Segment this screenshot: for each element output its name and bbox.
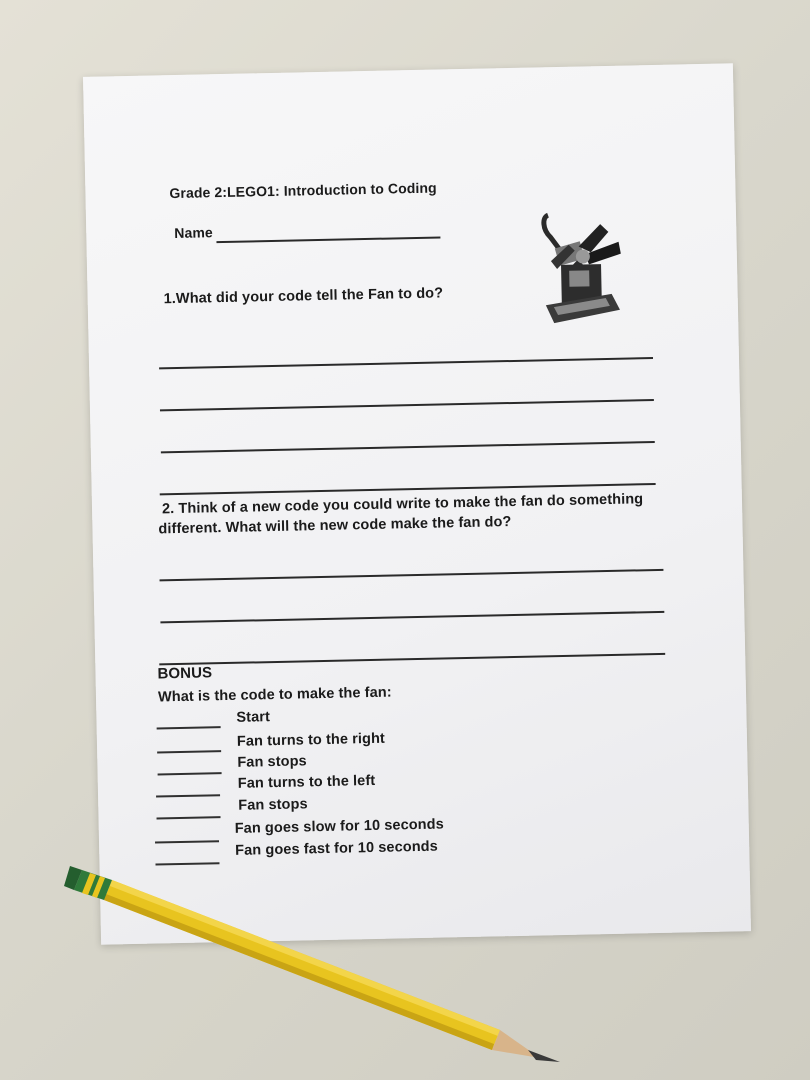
bonus-blank-4: [156, 794, 220, 797]
bonus-item-3: Fan stops: [237, 753, 307, 771]
q1-answer-line-1: [159, 357, 653, 369]
bonus-blank-2: [157, 750, 221, 753]
bonus-blank-3: [158, 772, 222, 775]
worksheet-title: Grade 2:LEGO1: Introduction to Coding: [169, 179, 437, 202]
name-label: Name: [174, 224, 213, 242]
bonus-item-4: Fan turns to the left: [237, 772, 376, 792]
bonus-item-7: Fan goes fast for 10 seconds: [235, 838, 438, 859]
q2-answer-line-1: [160, 569, 664, 582]
q1-answer-line-2: [160, 399, 654, 411]
bonus-heading: BONUS: [157, 664, 213, 683]
q2-answer-line-3: [159, 653, 665, 666]
bonus-item-5: Fan stops: [238, 796, 308, 814]
bonus-blank-5: [157, 816, 221, 819]
question-2-line-1: 2. Think of a new code you could write to make the fan do something: [161, 491, 644, 518]
worksheet-paper: [83, 63, 751, 944]
question-2-line-2: different. What will the new code make the fan do?: [158, 514, 512, 538]
bonus-blank-6: [155, 840, 219, 843]
lego-fan-model-icon: [538, 206, 627, 333]
name-answer-line: [216, 236, 440, 243]
question-1: 1.What did your code tell the Fan to do?: [163, 285, 444, 308]
q1-answer-line-3: [161, 441, 655, 453]
bonus-item-2: Fan turns to the right: [236, 730, 386, 750]
bonus-blank-7: [155, 862, 219, 865]
bonus-item-1: Start: [236, 709, 271, 726]
q2-answer-line-2: [160, 611, 664, 624]
bonus-blank-1: [157, 726, 221, 729]
bonus-prompt: What is the code to make the fan:: [157, 684, 392, 706]
bonus-item-6: Fan goes slow for 10 seconds: [234, 816, 444, 837]
